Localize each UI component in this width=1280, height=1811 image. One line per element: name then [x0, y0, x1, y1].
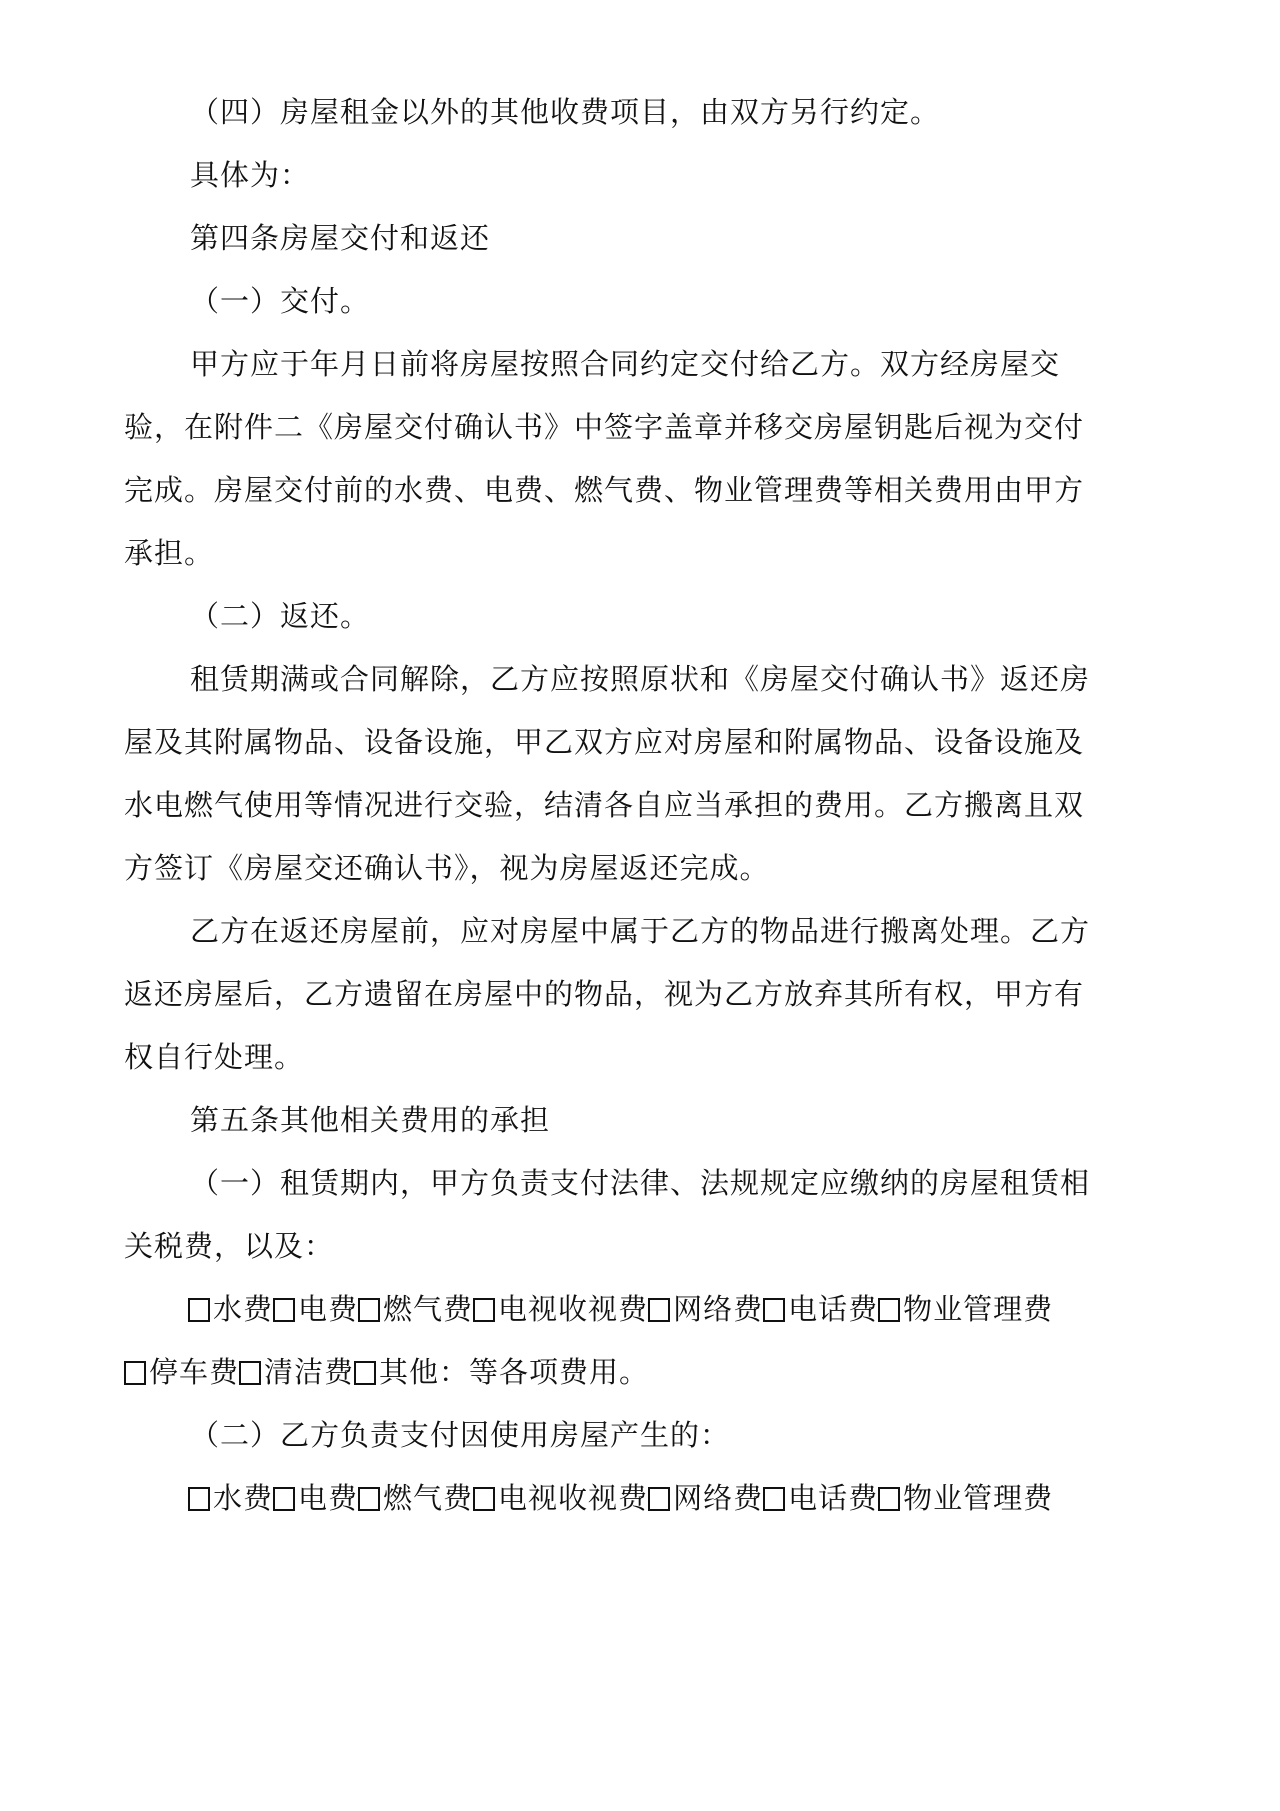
checkbox-box[interactable]	[763, 1298, 785, 1322]
checkbox-box[interactable]	[358, 1298, 380, 1322]
paragraph-return-line-2: 屋及其附属物品、设备设施，甲乙双方应对房屋和附属物品、设备设施及	[124, 725, 1085, 759]
checkbox-box[interactable]	[648, 1487, 670, 1511]
checkbox-item[interactable]	[354, 1352, 469, 1392]
checkbox-item[interactable]	[763, 1478, 878, 1518]
checkbox-box[interactable]	[763, 1487, 785, 1511]
paragraph-details: 具体为：	[190, 158, 311, 192]
checkbox-label: 网络费	[673, 1481, 764, 1515]
checkbox-label: 水费	[213, 1481, 274, 1515]
checkbox-item[interactable]	[358, 1289, 473, 1329]
checkbox-item[interactable]	[273, 1478, 358, 1518]
checkbox-box[interactable]	[354, 1361, 376, 1385]
checkbox-label: 物业管理费	[903, 1292, 1054, 1326]
fee-checklist-b-row-1	[188, 1478, 1053, 1518]
checkbox-label: 电费	[298, 1292, 359, 1326]
checkbox-item[interactable]	[188, 1478, 273, 1518]
checkbox-box[interactable]	[273, 1487, 295, 1511]
paragraph-landlord-fees-line-1: （一）租赁期内，甲方负责支付法律、法规规定应缴纳的房屋租赁相	[190, 1166, 1091, 1200]
checkbox-label: 水费	[213, 1292, 274, 1326]
checkbox-item[interactable]	[648, 1478, 763, 1518]
fee-checklist-a-row-2	[124, 1352, 649, 1392]
paragraph-tenant-fees: （二）乙方负责支付因使用房屋产生的：	[190, 1418, 731, 1452]
checkbox-box[interactable]	[878, 1298, 900, 1322]
checkbox-label: 其他：	[379, 1355, 470, 1389]
checkbox-label: 电费	[298, 1481, 359, 1515]
checkbox-item[interactable]	[878, 1289, 1053, 1329]
checkbox-label: 停车费	[149, 1355, 240, 1389]
checkbox-label: 电话费	[788, 1292, 879, 1326]
checklist-suffix: 等各项费用。	[469, 1355, 650, 1389]
checkbox-box[interactable]	[473, 1487, 495, 1511]
checkbox-item[interactable]	[763, 1289, 878, 1329]
checkbox-item[interactable]	[273, 1289, 358, 1329]
paragraph-landlord-fees-line-2: 关税费，以及：	[124, 1229, 335, 1263]
checkbox-label: 燃气费	[383, 1292, 474, 1326]
checkbox-box[interactable]	[273, 1298, 295, 1322]
checkbox-label: 物业管理费	[903, 1481, 1054, 1515]
checkbox-label: 燃气费	[383, 1481, 474, 1515]
paragraph-delivery-line-1: 甲方应于年月日前将房屋按照合同约定交付给乙方。双方经房屋交	[190, 347, 1061, 381]
checkbox-item[interactable]	[473, 1289, 648, 1329]
checkbox-item[interactable]	[239, 1352, 354, 1392]
fee-checklist-a-row-1	[188, 1289, 1053, 1329]
checkbox-label: 电视收视费	[498, 1292, 649, 1326]
checkbox-box[interactable]	[878, 1487, 900, 1511]
checkbox-box[interactable]	[124, 1361, 146, 1385]
subheading-return: （二）返还。	[190, 599, 371, 633]
checkbox-box[interactable]	[648, 1298, 670, 1322]
checkbox-item[interactable]	[473, 1478, 648, 1518]
paragraph-leftover-line-1: 乙方在返还房屋前，应对房屋中属于乙方的物品进行搬离处理。乙方	[190, 914, 1091, 948]
checkbox-label: 清洁费	[264, 1355, 355, 1389]
paragraph-return-line-4: 方签订《房屋交还确认书》，视为房屋返还完成。	[124, 851, 770, 885]
paragraph-delivery-line-2: 验，在附件二《房屋交付确认书》中签字盖章并移交房屋钥匙后视为交付	[124, 410, 1085, 444]
paragraph-leftover-line-2: 返还房屋后，乙方遗留在房屋中的物品，视为乙方放弃其所有权，甲方有	[124, 977, 1085, 1011]
checkbox-label: 网络费	[673, 1292, 764, 1326]
paragraph-return-line-1: 租赁期满或合同解除，乙方应按照原状和《房屋交付确认书》返还房	[190, 662, 1091, 696]
article-four-heading: 第四条房屋交付和返还	[190, 221, 491, 255]
checkbox-box[interactable]	[473, 1298, 495, 1322]
article-five-heading: 第五条其他相关费用的承担	[190, 1103, 551, 1137]
checkbox-item[interactable]	[124, 1352, 239, 1392]
paragraph-other-fees: （四）房屋租金以外的其他收费项目，由双方另行约定。	[190, 95, 941, 129]
paragraph-delivery-line-3: 完成。房屋交付前的水费、电费、燃气费、物业管理费等相关费用由甲方	[124, 473, 1085, 507]
checkbox-box[interactable]	[188, 1487, 210, 1511]
checkbox-box[interactable]	[358, 1487, 380, 1511]
checkbox-box[interactable]	[239, 1361, 261, 1385]
checkbox-label: 电话费	[788, 1481, 879, 1515]
paragraph-return-line-3: 水电燃气使用等情况进行交验，结清各自应当承担的费用。乙方搬离且双	[124, 788, 1085, 822]
checkbox-item[interactable]	[878, 1478, 1053, 1518]
subheading-delivery: （一）交付。	[190, 284, 371, 318]
checkbox-item[interactable]	[188, 1289, 273, 1329]
paragraph-delivery-line-4: 承担。	[124, 536, 215, 570]
checkbox-item[interactable]	[358, 1478, 473, 1518]
checkbox-label: 电视收视费	[498, 1481, 649, 1515]
paragraph-leftover-line-3: 权自行处理。	[124, 1040, 305, 1074]
checkbox-item[interactable]	[648, 1289, 763, 1329]
checkbox-box[interactable]	[188, 1298, 210, 1322]
